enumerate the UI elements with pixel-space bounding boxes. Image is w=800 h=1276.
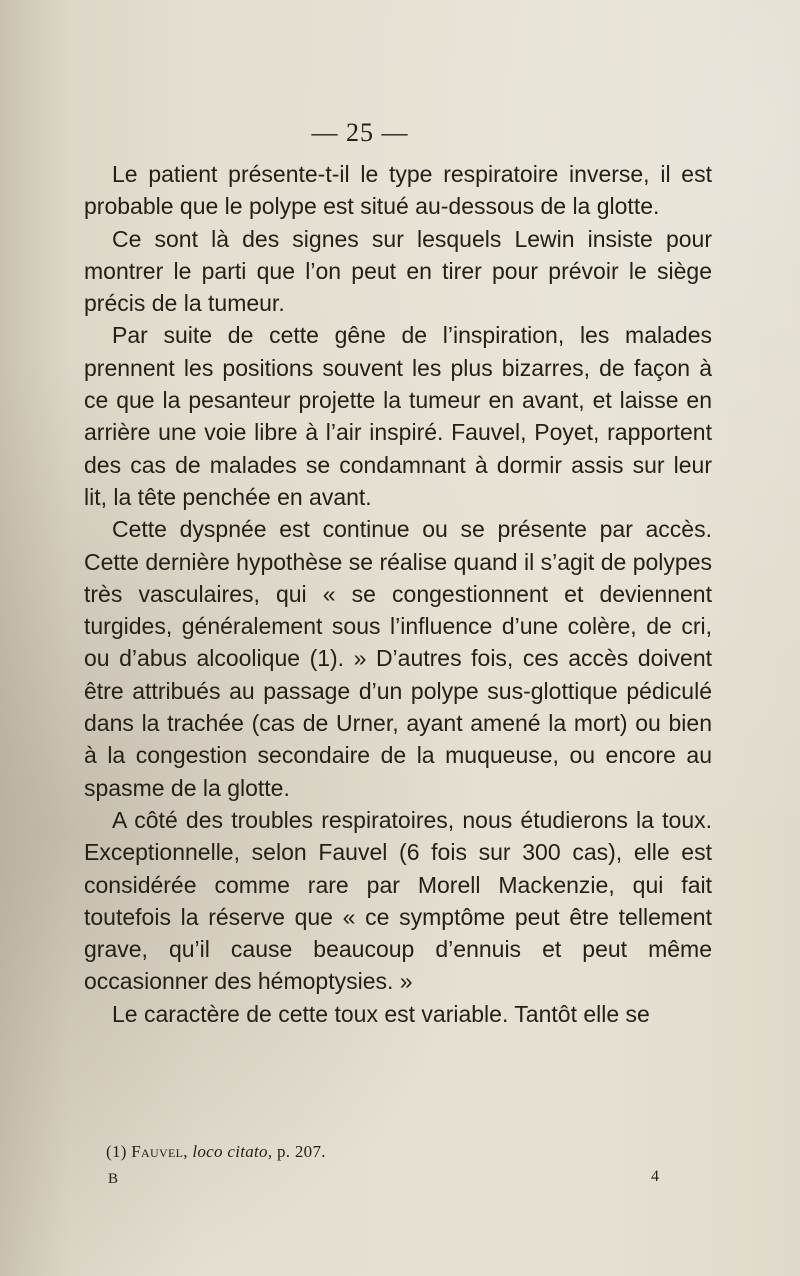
footnote <box>106 1142 326 1162</box>
body-text <box>84 158 712 1030</box>
footnote-author: Fauvel, <box>131 1142 188 1161</box>
footnote-marker: (1) <box>106 1142 127 1161</box>
printer-signature-letter: B <box>108 1171 119 1187</box>
printer-signature-number: 4 <box>651 1168 659 1185</box>
paragraph-1: Le patient présente-t-il le type respiratoire inverse, il est probable que le polype est situé au-dessous de la glotte. <box>84 161 712 220</box>
paragraph-6: Le caractère de cette toux est variable. Tantôt elle se <box>112 1000 650 1027</box>
paragraph-2: Ce sont là des signes sur lesquels Lewin insiste pour montrer le parti que l’on peut en tirer pour prévoir le siège précis de la tumeur. <box>84 225 712 317</box>
footnote-citation: loco citato, <box>192 1142 273 1161</box>
paragraph-5: A côté des troubles respiratoires, nous étudierons la toux. Exceptionnelle, selon Fauvel (6 fois sur 300 cas), elle est considérée comme rare par Morell Mackenzie, qui fait toutefois la réserve que « ce symptôme peut être tellement grave, qu’il cause beaucoup d’ennuis et peut même occasionner des hémoptysies. » <box>84 806 712 995</box>
paragraph-4: Cette dyspnée est continue ou se présente par accès. Cette dernière hypothèse se réalise quand il s’agit de polypes très vasculaires, qui « se congestionnent et deviennent turgides, généralement sous l’influence d’une colère, de cri, ou d’abus alcoolique (1). » D’autres fois, ces accès doivent être attribués au passage d’un polype sus-glottique pédiculé dans la trachée (cas de Urner, ayant amené la mort) ou bien à la congestion secondaire de la muqueuse, ou encore au spasme de la glotte. <box>84 516 712 801</box>
paragraph-3: Par suite de cette gêne de l’inspiration, les malades prennent les positions souvent les plus bizarres, de façon à ce que la pesanteur projette la tumeur en avant, et laisse en arrière une voie libre à l’air inspiré. Fauvel, Poyet, rapportent des cas de malades se condamnant à dormir assis sur leur lit, la tête penchée en avant. <box>84 322 712 510</box>
footnote-page-ref: p. 207. <box>276 1142 326 1161</box>
page-number: — 25 — <box>311 118 409 147</box>
